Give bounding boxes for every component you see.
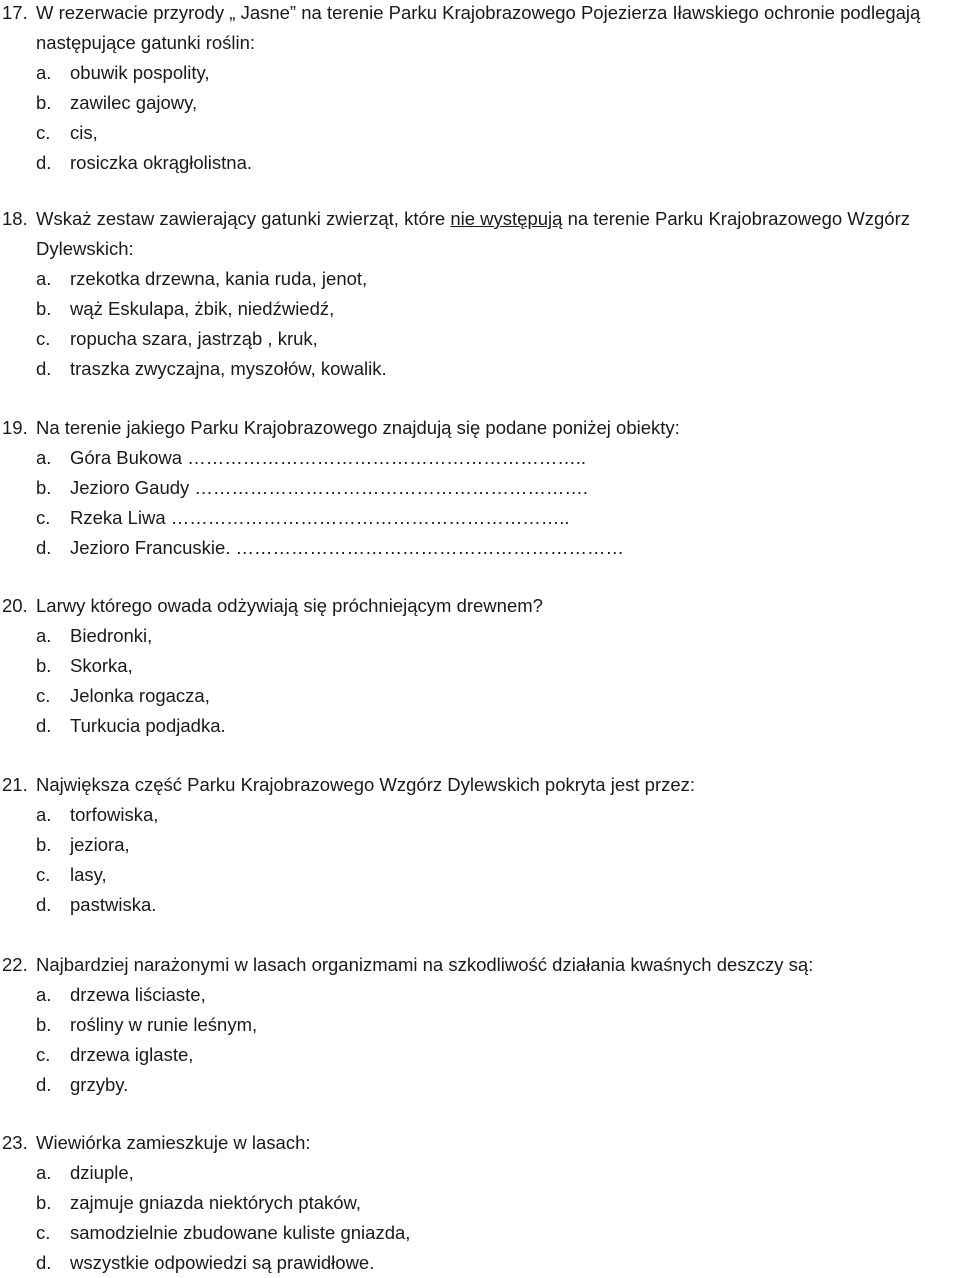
- question-19: [0, 413, 960, 563]
- answer-option: [0, 1188, 960, 1218]
- question-number: 18.: [2, 208, 28, 229]
- answer-option: [0, 621, 960, 651]
- option-letter: b.: [36, 1014, 52, 1035]
- question-stem-line: [0, 770, 960, 800]
- answer-option: [0, 830, 960, 860]
- question-stem: [36, 204, 910, 234]
- answer-option: [0, 1040, 960, 1070]
- question-stem-continuation: Dylewskich:: [36, 238, 134, 259]
- answer-option: [0, 118, 960, 148]
- answer-option: [0, 711, 960, 741]
- question-number: 21.: [2, 774, 28, 795]
- option-text: Góra Bukowa ………………………………………………………..: [70, 447, 587, 468]
- option-text: drzewa iglaste,: [70, 1044, 194, 1065]
- question-stem-text: na terenie Parku Krajobrazowego Wzgórz: [562, 208, 910, 229]
- option-letter: b.: [36, 92, 52, 113]
- answer-option: [0, 88, 960, 118]
- answer-option: [0, 503, 960, 533]
- question-22: [0, 950, 960, 1100]
- option-letter: d.: [36, 1252, 52, 1273]
- option-text: ropucha szara, jastrząb , kruk,: [70, 328, 318, 349]
- option-letter: c.: [36, 328, 51, 349]
- answer-option: [0, 1070, 960, 1100]
- option-letter: b.: [36, 834, 52, 855]
- question-stem: W rezerwacie przyrody „ Jasne” na terenie Parku Krajobrazowego Pojezierza Iławskiego ochronie podlegają: [36, 2, 921, 23]
- option-text: rośliny w runie leśnym,: [70, 1014, 258, 1035]
- option-text: samodzielnie zbudowane kuliste gniazda,: [70, 1222, 411, 1243]
- option-letter: b.: [36, 477, 52, 498]
- question-stem-line: [0, 591, 960, 621]
- option-text: Rzeka Liwa ………………………………………………………..: [70, 507, 570, 528]
- question-number: 20.: [2, 595, 28, 616]
- option-letter: c.: [36, 1222, 51, 1243]
- question-number: 22.: [2, 954, 28, 975]
- option-text: pastwiska.: [70, 894, 157, 915]
- option-letter: a.: [36, 62, 52, 83]
- option-letter: c.: [36, 1044, 51, 1065]
- answer-option: [0, 473, 960, 503]
- question-stem-text: Wskaż zestaw zawierający gatunki zwierząt, które: [36, 208, 451, 229]
- question-stem-line: [0, 1128, 960, 1158]
- answer-option: [0, 294, 960, 324]
- option-text: Turkucia podjadka.: [70, 715, 226, 736]
- option-text: Jezioro Francuskie. ………………………………………………………: [70, 537, 625, 558]
- option-letter: b.: [36, 1192, 52, 1213]
- option-text: Biedronki,: [70, 625, 153, 646]
- option-text: grzyby.: [70, 1074, 129, 1095]
- option-letter: a.: [36, 1162, 52, 1183]
- option-letter: d.: [36, 358, 52, 379]
- answer-option: [0, 980, 960, 1010]
- question-21: [0, 770, 960, 920]
- answer-option: [0, 651, 960, 681]
- option-text: zajmuje gniazda niektórych ptaków,: [70, 1192, 362, 1213]
- option-text: torfowiska,: [70, 804, 159, 825]
- option-letter: d.: [36, 894, 52, 915]
- answer-option: [0, 533, 960, 563]
- answer-option: [0, 264, 960, 294]
- option-text: zawilec gajowy,: [70, 92, 198, 113]
- option-letter: a.: [36, 268, 52, 289]
- question-stem-line: [0, 204, 960, 234]
- answer-option: [0, 860, 960, 890]
- option-letter: d.: [36, 1074, 52, 1095]
- question-number: 17.: [2, 2, 28, 23]
- option-letter: b.: [36, 655, 52, 676]
- option-letter: c.: [36, 507, 51, 528]
- answer-option: [0, 1248, 960, 1278]
- option-text: dziuple,: [70, 1162, 134, 1183]
- question-stem-line: [0, 413, 960, 443]
- answer-option: [0, 890, 960, 920]
- option-text: traszka zwyczajna, myszołów, kowalik.: [70, 358, 387, 379]
- question-stem: Największa część Parku Krajobrazowego Wzgórz Dylewskich pokryta jest przez:: [36, 774, 696, 795]
- option-letter: c.: [36, 864, 51, 885]
- answer-option: [0, 324, 960, 354]
- question-stem: Na terenie jakiego Parku Krajobrazowego znajdują się podane poniżej obiekty:: [36, 417, 680, 438]
- option-letter: d.: [36, 537, 52, 558]
- question-17: [0, 0, 960, 178]
- question-stem-line: [0, 0, 960, 28]
- underlined-phrase: nie występują: [450, 208, 563, 229]
- answer-option: [0, 58, 960, 88]
- answer-option: [0, 681, 960, 711]
- option-text: Skorka,: [70, 655, 133, 676]
- answer-option: [0, 800, 960, 830]
- option-text: jeziora,: [70, 834, 130, 855]
- answer-option: [0, 1218, 960, 1248]
- option-letter: b.: [36, 298, 52, 319]
- question-stem-line: [0, 28, 960, 58]
- answer-option: [0, 1010, 960, 1040]
- option-text: rosiczka okrągłolistna.: [70, 152, 252, 173]
- question-stem: Wiewiórka zamieszkuje w lasach:: [36, 1132, 311, 1153]
- option-text: wszystkie odpowiedzi są prawidłowe.: [70, 1252, 375, 1273]
- option-letter: c.: [36, 122, 51, 143]
- question-stem: Najbardziej narażonymi w lasach organizmami na szkodliwość działania kwaśnych deszczy są:: [36, 954, 814, 975]
- question-number: 19.: [2, 417, 28, 438]
- question-stem: Larwy którego owada odżywiają się próchniejącym drewnem?: [36, 595, 543, 616]
- question-stem-continuation: następujące gatunki roślin:: [36, 32, 256, 53]
- question-23: [0, 1128, 960, 1278]
- option-text: rzekotka drzewna, kania ruda, jenot,: [70, 268, 368, 289]
- option-letter: a.: [36, 804, 52, 825]
- question-number: 23.: [2, 1132, 28, 1153]
- option-letter: c.: [36, 685, 51, 706]
- option-letter: d.: [36, 152, 52, 173]
- option-text: obuwik pospolity,: [70, 62, 210, 83]
- answer-option: [0, 1158, 960, 1188]
- option-letter: a.: [36, 447, 52, 468]
- question-stem-line: [0, 950, 960, 980]
- option-text: wąż Eskulapa, żbik, niedźwiedź,: [70, 298, 335, 319]
- option-letter: a.: [36, 984, 52, 1005]
- option-letter: d.: [36, 715, 52, 736]
- option-letter: a.: [36, 625, 52, 646]
- option-text: Jelonka rogacza,: [70, 685, 210, 706]
- question-stem-line: [0, 234, 960, 264]
- option-text: cis,: [70, 122, 98, 143]
- answer-option: [0, 148, 960, 178]
- question-18: [0, 204, 960, 384]
- answer-option: [0, 443, 960, 473]
- question-20: [0, 591, 960, 741]
- option-text: drzewa liściaste,: [70, 984, 206, 1005]
- option-text: lasy,: [70, 864, 107, 885]
- answer-option: [0, 354, 960, 384]
- option-text: Jezioro Gaudy ……………………………………………………….: [70, 477, 589, 498]
